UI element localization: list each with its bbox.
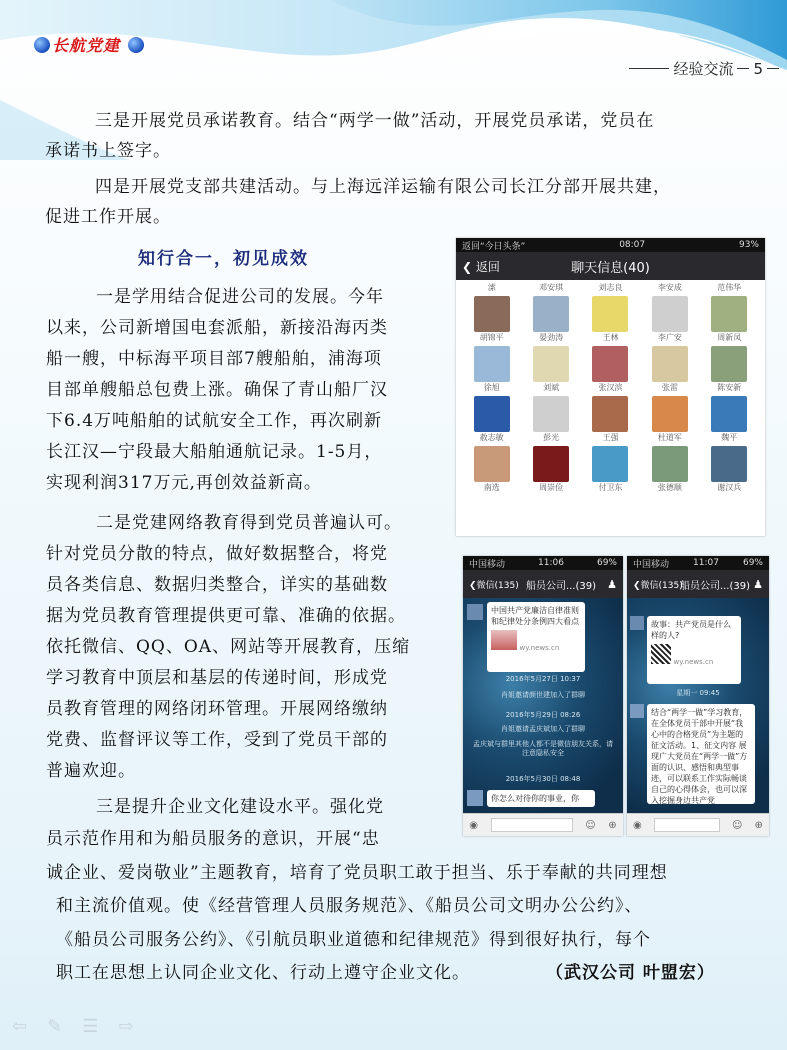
paragraph-1-line-2: 承诺书上签字。: [45, 141, 171, 161]
back-button[interactable]: ❮微信(135): [469, 580, 519, 591]
member-avatar: [474, 446, 510, 482]
member-cell[interactable]: [700, 296, 759, 344]
member-cell[interactable]: [700, 346, 759, 394]
previous-page-icon[interactable]: ⇦: [12, 1016, 28, 1037]
status-time: 08:07: [619, 240, 646, 250]
paragraph-3-line: 下6.4万吨船舶的试航安全工作，再次刷新: [46, 411, 383, 431]
logo-text: 长航党建: [52, 36, 121, 55]
member-name: 杜道军: [657, 433, 682, 442]
qr-thumbnail: [651, 644, 671, 664]
paragraph-4-line: 依托微信、QQ、OA、网站等开展教育，压缩: [46, 637, 411, 657]
member-avatar: [711, 346, 747, 382]
member-name: 张德顺: [657, 483, 682, 492]
paragraph-2-line-1: 四是开展党支部共建活动。与上海远洋运输有限公司长江分部开展共建，: [95, 177, 671, 197]
chat-area: [463, 598, 623, 814]
member-name: 王强: [602, 433, 619, 442]
member-cell[interactable]: [581, 296, 640, 344]
paragraph-4-line: 普遍欢迎。: [46, 761, 136, 781]
member-name: 陈安新: [717, 383, 742, 392]
status-battery: 69%: [596, 558, 617, 568]
text-message[interactable]: 结合“两学一做”学习教育，在全体党员干部中开展“我心中的合格党员”为主题的征文活动。1、征文内容 展现广大党员在“两学一做”方面的认识、感悟和典型事迹，可以联系工作实际畅谈自己的心得体会，也可以深入挖掘身边共产党: [647, 704, 755, 804]
member-cell[interactable]: [581, 282, 640, 294]
message-input[interactable]: [491, 818, 573, 832]
member-name: 付卫东: [598, 483, 623, 492]
paragraph-5-line: 诚企业、爱岗敬业”主题教育，培育了党员职工敢于担当、乐于奉献的共同理想: [46, 863, 668, 883]
member-name: 张雷: [661, 383, 678, 392]
back-button[interactable]: ❮微信(135): [633, 580, 683, 591]
message-text: 故事：共产党员是什么样的人?: [651, 620, 731, 640]
member-avatar: [533, 446, 569, 482]
paragraph-3-line: 目部单艘船总包费上涨。确保了青山船厂汉: [46, 380, 388, 400]
page-navigation: [12, 1016, 133, 1037]
member-cell[interactable]: [640, 296, 699, 344]
next-page-icon[interactable]: ⇨: [118, 1016, 134, 1037]
member-cell[interactable]: [462, 296, 521, 344]
system-message: 肖姐邀请孟庆斌加入了群聊: [501, 725, 585, 733]
member-name: 谢汉兵: [717, 483, 742, 492]
member-name: 范伟华: [717, 283, 742, 292]
pen-icon[interactable]: ✎: [47, 1016, 63, 1037]
member-avatar: [652, 346, 688, 382]
plus-icon[interactable]: ⊕: [754, 819, 763, 831]
member-name: 晏劲涛: [539, 333, 564, 342]
status-bar: [627, 556, 769, 570]
member-cell[interactable]: [581, 446, 640, 494]
link-message[interactable]: [647, 616, 741, 684]
member-cell[interactable]: [700, 396, 759, 444]
back-label: 返回: [475, 259, 500, 274]
member-name: 徐旭: [483, 383, 500, 392]
chat-area: [627, 598, 769, 814]
member-name: 刘斌: [543, 383, 560, 392]
member-cell[interactable]: [521, 296, 580, 344]
member-cell[interactable]: [521, 282, 580, 294]
member-avatar: [652, 396, 688, 432]
timestamp: 星期一 09:45: [676, 689, 720, 697]
member-avatar: [533, 296, 569, 332]
member-cell[interactable]: [700, 282, 759, 294]
member-avatar: [652, 446, 688, 482]
emoji-icon[interactable]: ☺: [585, 819, 596, 831]
paragraph-4-line: 学习教育中顶层和基层的传递时间，形成党: [46, 668, 388, 688]
page-number: 5: [753, 59, 763, 78]
member-avatar: [474, 296, 510, 332]
timestamp: 2016年5月27日 10:37: [505, 675, 581, 683]
member-name: 胡锦平: [479, 333, 504, 342]
nav-bar: [627, 570, 769, 598]
author-signature: （武汉公司 叶盟宏）: [546, 963, 715, 983]
paragraph-5-line: 员示范作用和为船员服务的意识，开展“忠: [46, 829, 380, 849]
logo-dot-right-icon: [128, 37, 144, 53]
member-cell[interactable]: [462, 396, 521, 444]
member-name: 溹: [487, 283, 496, 292]
brand-logo: [34, 33, 144, 56]
avatar: [467, 604, 483, 620]
member-name: 李广安: [657, 333, 682, 342]
member-avatar: [711, 446, 747, 482]
paragraph-1-line-1: 三是开展党员承诺教育。结合“两学一做”活动，开展党员承诺，党员在: [95, 111, 655, 131]
member-name: 赦志敏: [479, 433, 504, 442]
nav-bar: [463, 570, 623, 598]
member-name: 周新凤: [717, 333, 742, 342]
member-name: 魏平: [721, 433, 738, 442]
status-left: 中国移动: [469, 559, 506, 570]
member-cell[interactable]: [581, 346, 640, 394]
message-link: wy.news.cn: [519, 644, 560, 652]
paragraph-5-line: 《船员公司服务公约》、《引航员职业道德和纪律规范》得到很好执行，每个: [56, 930, 651, 950]
paragraph-3-line: 船一艘，中标海平项目部7艘船舶，浦海项: [46, 349, 382, 369]
member-name: 彭光: [543, 433, 560, 442]
status-left: 返回“今日头条”: [462, 241, 526, 252]
member-avatar: [592, 446, 628, 482]
back-label: 微信(135): [476, 580, 519, 591]
text-message[interactable]: 你怎么对待你的事业，你: [487, 790, 595, 807]
group-members-icon[interactable]: ♟: [753, 577, 763, 591]
menu-icon[interactable]: ☰: [82, 1016, 99, 1037]
member-cell[interactable]: [640, 346, 699, 394]
emoji-icon[interactable]: ☺: [732, 819, 743, 831]
status-bar: [456, 238, 765, 252]
nav-bar: [456, 252, 765, 280]
message-input[interactable]: [654, 818, 720, 832]
logo-dot-left-icon: [34, 37, 50, 53]
nav-title: 船员公司...(39): [679, 580, 751, 592]
section-rule-right: [737, 68, 749, 69]
paragraph-3-line: 以来，公司新增国电套派船，新接沿海丙类: [46, 318, 388, 338]
timestamp: 2016年5月30日 08:48: [505, 775, 581, 783]
system-message: 孟庆斌与群里其他人都不是微信朋友关系，请注意隐私安全: [473, 740, 613, 757]
paragraph-4-line: 据为党员教育管理提供更可靠、准确的依据。: [46, 606, 406, 626]
member-avatar: [592, 396, 628, 432]
voice-icon[interactable]: ◉: [633, 819, 642, 831]
avatar: [630, 616, 644, 630]
paragraph-2-line-2: 促进工作开展。: [45, 207, 171, 227]
group-members-icon[interactable]: ♟: [607, 577, 617, 591]
member-cell[interactable]: [581, 396, 640, 444]
member-avatar: [474, 396, 510, 432]
nav-title: 聊天信息(40): [571, 260, 650, 276]
paragraph-4-line: 员各类信息、数据归类整合，详实的基础数: [46, 575, 388, 595]
section-title: 经验交流: [673, 60, 734, 78]
plus-icon[interactable]: ⊕: [608, 819, 617, 831]
screenshot-chat-1: [463, 556, 623, 836]
paragraph-3-line: 长江汉—宁段最大船舶通航记录。1-5月，: [46, 442, 383, 462]
member-avatar: [711, 396, 747, 432]
status-bar: [463, 556, 623, 570]
section-rule-left: [629, 68, 669, 69]
section-heading: 知行合一，初见成效: [138, 249, 309, 269]
thumbnail: [491, 630, 517, 650]
member-avatar: [652, 296, 688, 332]
member-name: 南选: [483, 483, 500, 492]
member-avatar: [533, 346, 569, 382]
timestamp: 2016年5月29日 08:26: [505, 711, 581, 719]
paragraph-3-line: 一是学用结合促进公司的发展。今年: [96, 287, 384, 307]
back-button[interactable]: ❮ 返回: [462, 259, 500, 274]
screenshot-group-members: [456, 238, 765, 536]
paragraph-4-line: 党费、监督评议等工作，受到了党员干部的: [46, 730, 388, 750]
member-cell[interactable]: [462, 282, 521, 294]
member-cell[interactable]: [521, 346, 580, 394]
member-name: 邓安琪: [539, 283, 564, 292]
status-battery: 69%: [742, 558, 763, 568]
member-cell[interactable]: [640, 282, 699, 294]
member-name: 张汉滨: [598, 383, 623, 392]
status-left: 中国移动: [633, 559, 670, 570]
member-avatar: [592, 346, 628, 382]
status-time: 11:06: [538, 558, 564, 568]
screenshot-chat-2: [627, 556, 769, 836]
member-cell[interactable]: [521, 396, 580, 444]
input-bar: [627, 813, 769, 836]
member-avatar: [533, 396, 569, 432]
system-message: 肖姐邀请颜世建加入了群聊: [501, 691, 585, 699]
voice-icon[interactable]: ◉: [469, 819, 479, 831]
member-cell[interactable]: [462, 346, 521, 394]
member-cell[interactable]: [521, 446, 580, 494]
section-tag: [625, 58, 783, 79]
paragraph-4-line: 二是党建网络教育得到党员普遍认可。: [96, 513, 402, 533]
member-cell[interactable]: [640, 396, 699, 444]
section-rule-end: [767, 68, 779, 69]
member-avatar: [474, 346, 510, 382]
status-battery: 93%: [738, 240, 759, 250]
paragraph-5-line: 职工在思想上认同企业文化、行动上遵守企业文化。: [56, 963, 470, 983]
paragraph-5-line: 和主流价值观。使《经营管理人员服务规范》、《船员公司文明办公公约》、: [56, 896, 643, 916]
member-name: 刘志良: [598, 283, 623, 292]
link-message[interactable]: [487, 602, 585, 672]
message-link: wy.news.cn: [673, 658, 714, 666]
input-bar: [463, 813, 623, 836]
paragraph-4-line: 员教育管理的网络闭环管理。开展网络缴纳: [46, 699, 388, 719]
back-label: 微信(135): [640, 580, 683, 591]
paragraph-5-line: 三是提升企业文化建设水平。强化党: [96, 797, 384, 817]
member-cell[interactable]: [462, 446, 521, 494]
status-time: 11:07: [693, 558, 719, 568]
paragraph-3-line: 实现利润317万元,再创效益新高。: [46, 473, 322, 493]
avatar: [467, 790, 483, 806]
nav-title: 船员公司...(39): [525, 580, 597, 592]
message-text: 中国共产党廉洁自律准则和纪律处分条例四大看点: [491, 606, 579, 626]
member-name: 李安成: [657, 283, 682, 292]
member-name: 周崇俭: [539, 483, 564, 492]
avatar: [630, 704, 644, 718]
member-name: 王林: [602, 333, 619, 342]
member-grid: [456, 280, 765, 496]
member-cell[interactable]: [700, 446, 759, 494]
paragraph-4-line: 针对党员分散的特点，做好数据整合，将党: [46, 544, 388, 564]
member-avatar: [711, 296, 747, 332]
member-cell[interactable]: [640, 446, 699, 494]
member-avatar: [592, 296, 628, 332]
